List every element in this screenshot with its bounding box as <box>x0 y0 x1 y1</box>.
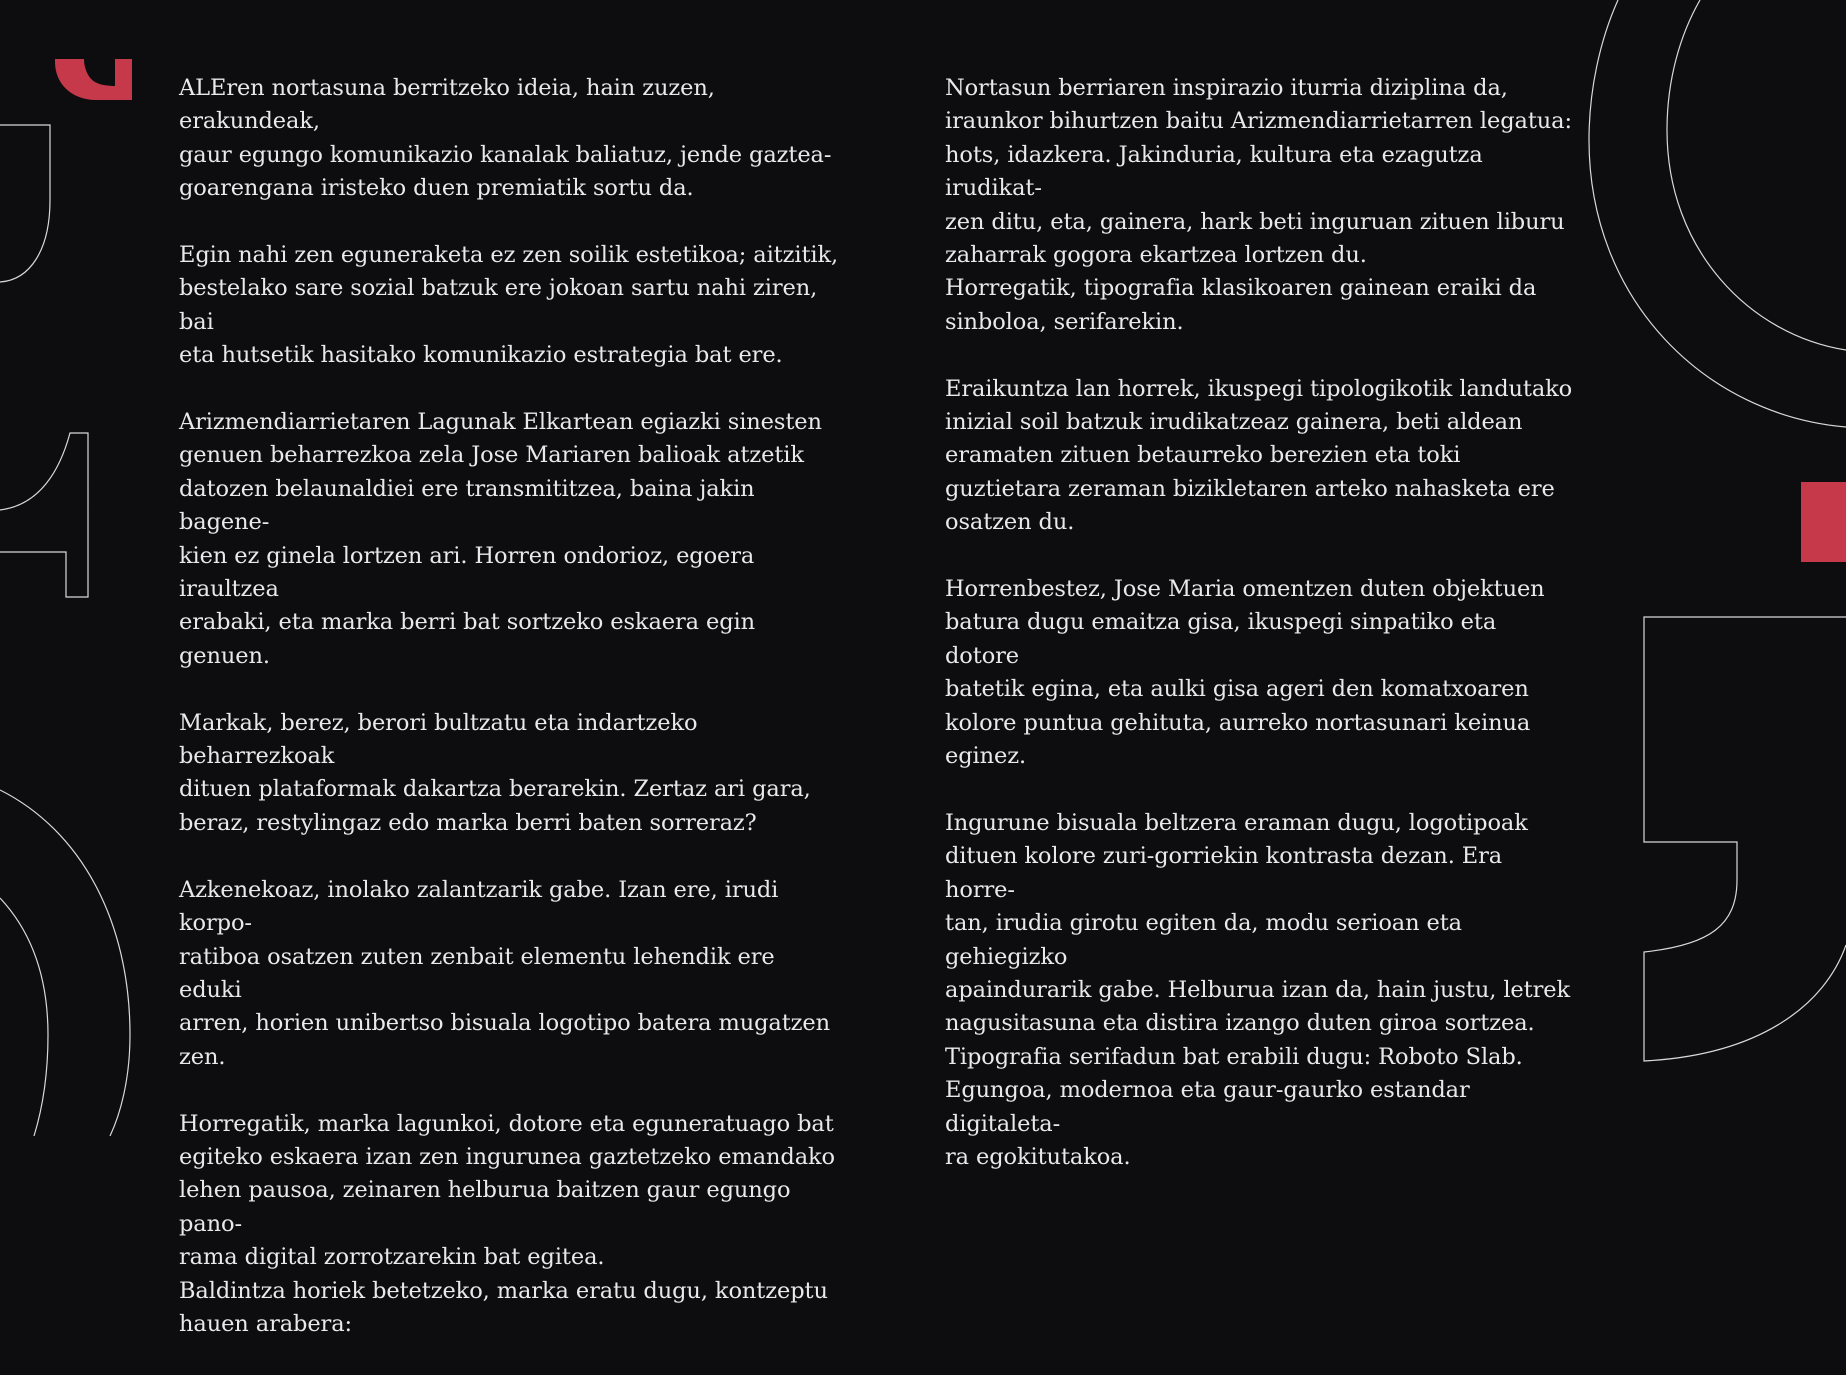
arc-inner-outline-top-right <box>1667 0 1846 350</box>
right-text-column <box>945 72 1575 1208</box>
left-paragraph-3: Arizmendiarrietaren Lagunak Elkartean egiazki sinesten genuen beharrezkoa zela Jose Mariaren balioak atzetik datozen belaunaldiei ere transmititzea, baina jakin bagene- kien ez ginela lortzen ari. Horren ondorioz, egoera iraultzea erabaki, eta marka berri bat sortzeko eskaera egin genuen. <box>179 409 822 669</box>
right-paragraph-2: Eraikuntza lan horrek, ikuspegi tipologikotik landutako inizial soil batzuk irudikatzeaz gainera, beti aldean eramaten zituen betaurreko berezien eta toki guztietara zeraman bizikletaren arteko nahasketa ere osatzen du. <box>945 375 1573 536</box>
left-paragraph-2: Egin nahi zen eguneraketa ez zen soilik estetikoa; aitzitik, bestelako sare sozial batzuk ere jokoan sartu nahi ziren, bai eta hutsetik hasitako komunikazio estrategia bat ere. <box>179 242 839 369</box>
quote-outline-right <box>1644 617 1846 1061</box>
right-paragraph-3: Horrenbestez, Jose Maria omentzen duten objektuen batura dugu emaitza gisa, ikuspegi sinpatiko eta dotore batetik egina, eta aulki gisa ageri den komatxoaren kolore puntua gehituta, aurreko nortasunari keinua eginez. <box>945 576 1545 770</box>
left-paragraph-4: Markak, berez, berori bultzatu eta indartzeko beharrezkoak dituen plataformak dakartza berarekin. Zertaz ari gara, beraz, restylingaz edo marka berri baten sorreraz? <box>179 709 811 836</box>
left-paragraph-6: Horregatik, marka lagunkoi, dotore eta eguneratuago bat egiteko eskaera izan zen ingurunea gaztetzeko emandako lehen pausoa, zeinaren helburua baitzen gaur egungo pano- rama digital zorrotzarekin bat egitea. Baldintza horiek betetzeko, marka eratu dugu, kontzeptu hauen arabera: <box>179 1110 835 1337</box>
left-paragraph-5: Azkenekoaz, inolako zalantzarik gabe. Izan ere, irudi korpo- ratiboa osatzen zuten zenbait elementu lehendik ere eduki arren, horien unibertso bisuala logotipo batera mugatzen zen. <box>179 876 831 1070</box>
left-text-column <box>179 72 839 1375</box>
left-paragraph-1: ALEren nortasuna berritzeko ideia, hain zuzen, erakundeak, gaur egungo komunikazio kanalak baliatuz, jende gaztea- goarengana iristeko duen premiatik sortu da. <box>179 75 832 202</box>
red-block-icon <box>1801 482 1846 562</box>
quote-mark-icon <box>55 59 132 100</box>
letter-o-outline <box>0 790 130 1136</box>
letter-o-inner-outline <box>0 898 48 1136</box>
right-paragraph-1: Nortasun berriaren inspirazio iturria diziplina da, iraunkor bihurtzen baitu Arizmendiarrietarren legatua: hots, idazkera. Jakinduria, kultura eta ezagutza irudikat- zen ditu, eta, gainera, hark beti inguruan zituen liburu zaharrak gogora ekartzea lortzen du. Horregatik, tipografia klasikoaren gainean eraiki da sinboloa, serifarekin. <box>945 75 1572 335</box>
arc-outline-top-right <box>1589 0 1846 427</box>
letter-one-outline <box>0 433 88 597</box>
right-paragraph-4: Ingurune bisuala beltzera eraman dugu, logotipoak dituen kolore zuri-gorriekin kontrasta dezan. Era horre- tan, irudia girotu egiten da, modu serioan eta gehiegizko apaindurarik gabe. Helburua izan da, hain justu, letrek nagusitasuna eta distira izango duten giroa sortzea. Tipografia serifadun bat erabili dugu: Roboto Slab. Egungoa, modernoa eta gaur-gaurko estandar digitaleta- ra egokitutakoa. <box>945 809 1570 1170</box>
letter-outline-top-left <box>0 125 50 282</box>
